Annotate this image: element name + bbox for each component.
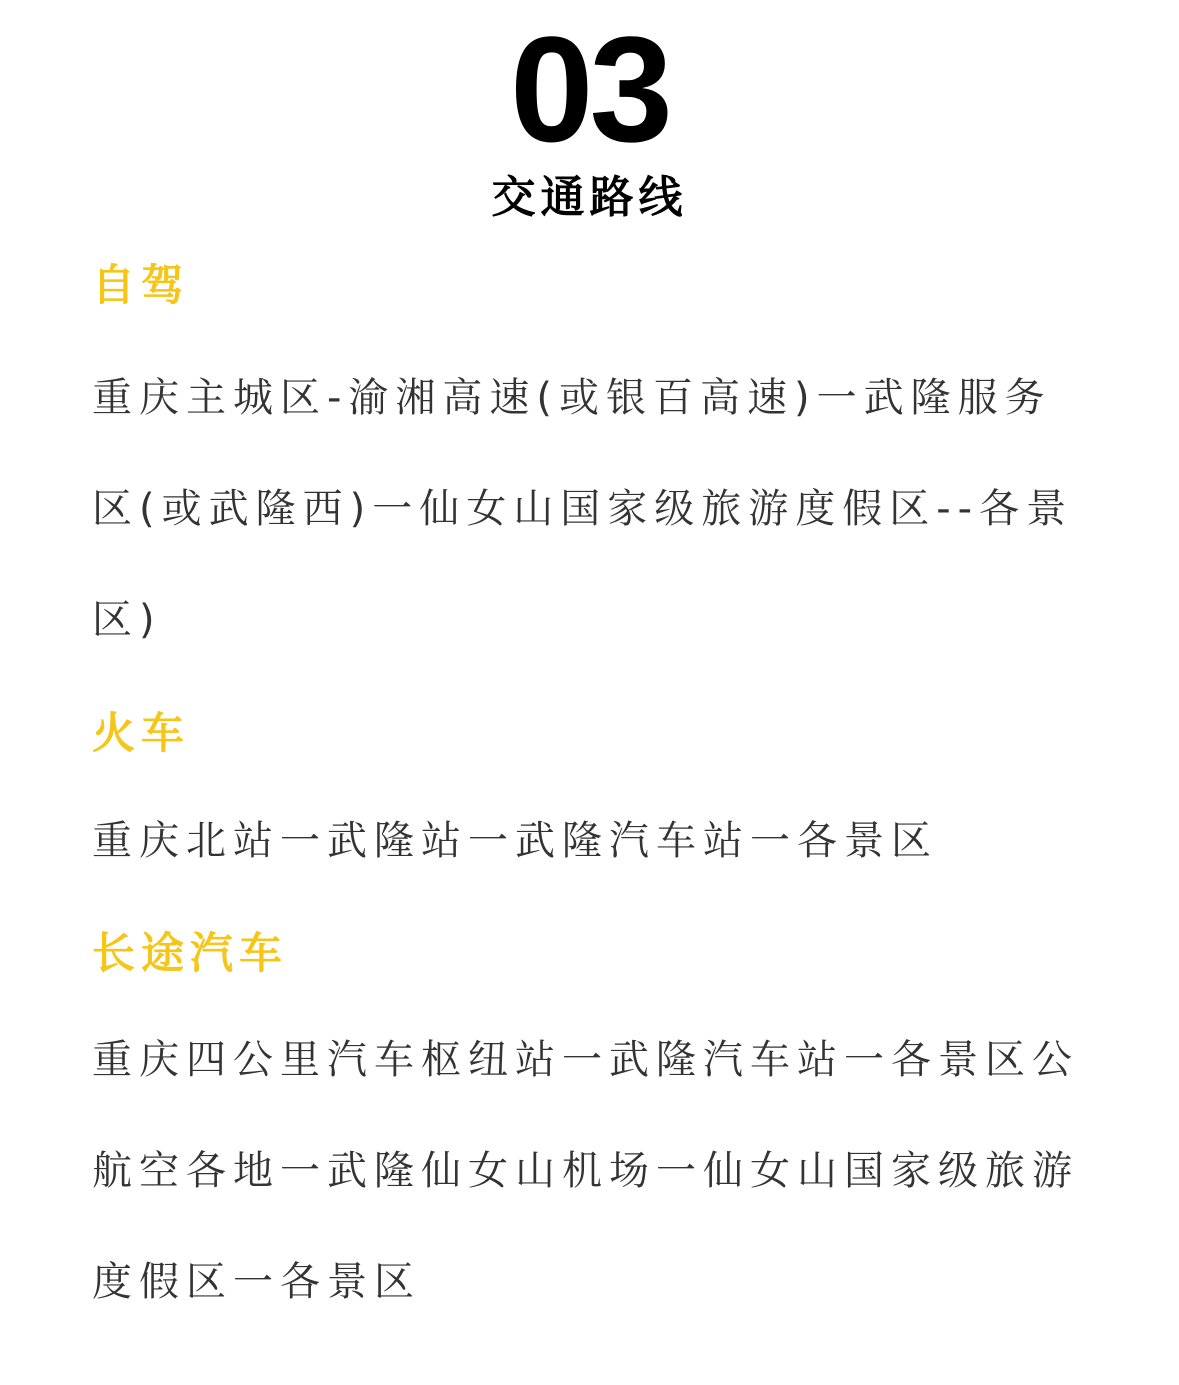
section-title: 交通路线 — [491, 172, 688, 223]
self-drive-route-text: 重庆主城区-渝湘高速(或银百高速)一武隆服务区(或武隆西)一仙女山国家级旅游度假区--各景区) — [92, 375, 1074, 643]
long-distance-bus-route-text: 重庆四公里汽车枢纽站一武隆汽车站一各景区公 航空各地一武隆仙女山机场一仙女山国家级旅游度假区一各景区 — [92, 1037, 1079, 1305]
long-distance-bus-heading: 长途汽车 — [92, 929, 288, 979]
train-heading: 火车 — [92, 709, 190, 759]
self-drive-heading: 自驾 — [92, 261, 190, 311]
train-route-text: 重庆北站一武隆站一武隆汽车站一各景区 — [92, 818, 938, 864]
section-number: 03 — [510, 5, 669, 173]
